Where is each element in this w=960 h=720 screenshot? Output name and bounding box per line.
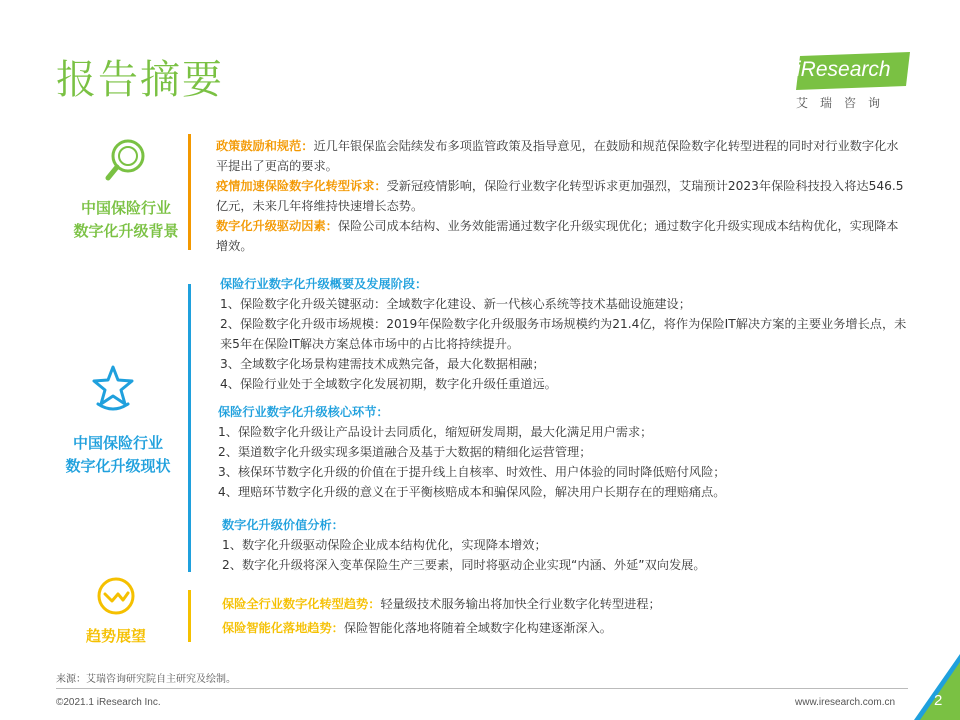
list-item (216, 176, 910, 216)
group-heading: 数字化升级价值分析： (222, 518, 344, 532)
keyword: 疫情加速保险数字化转型诉求： (216, 179, 387, 193)
page-number: 2 (934, 692, 943, 709)
magnifier-icon (104, 138, 148, 184)
section-divider (188, 134, 191, 250)
keyword: 政策鼓励和规范： (216, 139, 314, 153)
list-item: 4、理赔环节数字化升级的意义在于平衡核赔成本和骗保风险，解决用户长期存在的理赔痛点。 (218, 485, 726, 499)
list-item: 1、保险数字化升级让产品设计去同质化，缩短研发周期，最大化满足用户需求； (218, 425, 653, 439)
list-item: 4、保险行业处于全域数字化发展初期，数字化升级任重道远。 (220, 377, 557, 391)
group-heading: 保险行业数字化升级概要及发展阶段： (220, 277, 428, 291)
item-text: 近几年银保监会陆续发布多项监管政策及指导意见，在鼓励和规范保险数字化转型进程的同时对行业数字化水平提出了更高的要求。 (216, 139, 899, 173)
list-item: 1、保险数字化升级关键驱动：全域数字化建设、新一代核心系统等技术基础设施建设； (220, 297, 691, 311)
list-item: 2、保险数字化升级市场规模：2019年保险数字化升级服务市场规模约为21.4亿，将作为保险IT解决方案的主要业务增长点，未来5年在保险IT解决方案总体市场中的占比将持续提升。 (220, 317, 907, 351)
page-title: 报告摘要 (56, 57, 224, 103)
section-divider (188, 590, 191, 642)
list-item (222, 616, 910, 640)
copyright: ©2021.1 iResearch Inc. (56, 697, 161, 708)
item-text: 轻量级技术服务输出将加快全行业数字化转型进程； (380, 597, 661, 611)
section-label-line: 中国保险行业 (80, 199, 171, 217)
source-note: 来源：艾瑞咨询研究院自主研究及绘制。 (56, 674, 236, 685)
keyword: 保险全行业数字化转型趋势： (222, 597, 381, 611)
background-text (216, 136, 910, 256)
section-label-background (56, 197, 196, 243)
section-label-line: 数字化升级现状 (65, 457, 171, 475)
item-text: 受新冠疫情影响，保险行业数字化转型诉求更加强烈，艾瑞预计2023年保险科技投入将达546.5亿元，未来几年将维持快速增长态势。 (216, 179, 904, 213)
keyword: 数字化升级驱动因素： (216, 219, 338, 233)
status-group-2 (218, 402, 910, 502)
section-label-status (48, 432, 188, 478)
list-item (216, 216, 910, 256)
list-item: 2、数字化升级将深入变革保险生产三要素，同时将驱动企业实现“内涵、外延”双向发展。 (222, 558, 706, 572)
iresearch-logo (790, 52, 914, 112)
status-group-1 (220, 274, 910, 394)
list-item (222, 592, 910, 616)
website-link[interactable]: www.iresearch.com.cn (795, 697, 896, 708)
list-item (216, 136, 910, 176)
footer-divider (56, 688, 908, 689)
status-group-3 (222, 515, 910, 575)
section-label-line: 数字化升级背景 (73, 222, 179, 240)
corner-decoration (914, 654, 960, 720)
logo-brand-text: iResearch (796, 58, 891, 81)
star-icon (90, 364, 136, 412)
group-heading: 保险行业数字化升级核心环节： (218, 405, 389, 419)
list-item: 2、渠道数字化升级实现多渠道融合及基于大数据的精细化运营管理； (218, 445, 592, 459)
list-item: 1、数字化升级驱动保险企业成本结构优化，实现降本增效； (222, 538, 547, 552)
keyword: 保险智能化落地趋势： (222, 621, 344, 635)
trend-chart-icon (96, 576, 136, 616)
item-text: 保险公司成本结构、业务效能需通过数字化升级实现优化；通过数字化升级实现成本结构优化，实现降本增效。 (216, 219, 899, 253)
list-item: 3、全域数字化场景构建需技术成熟完备，最大化数据相融； (220, 357, 545, 371)
trend-text (222, 592, 910, 640)
section-label-line: 中国保险行业 (72, 434, 163, 452)
section-divider (188, 284, 191, 572)
list-item: 3、核保环节数字化升级的价值在于提升线上自核率、时效性、用户体验的同时降低赔付风险； (218, 465, 726, 479)
logo-subtitle: 艾瑞咨询 (796, 96, 893, 110)
section-label-trend: 趋势展望 (85, 627, 146, 645)
item-text: 保险智能化落地将随着全域数字化构建逐渐深入。 (343, 621, 612, 635)
